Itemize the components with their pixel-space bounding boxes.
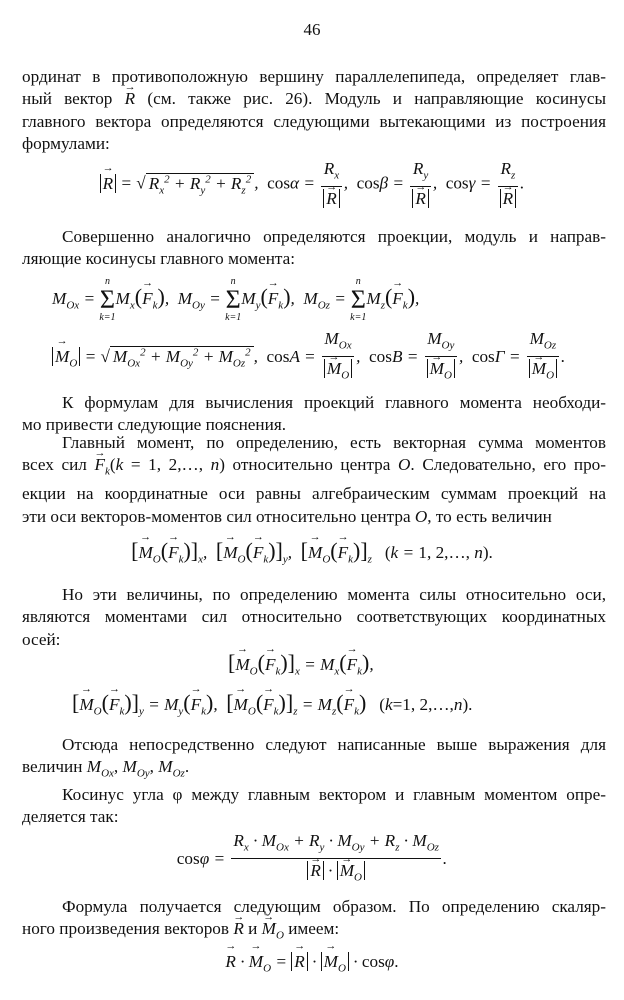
formula-scalar-product: → R · → $M_O$ = → R · → $M_O \cdot \cos\varphi$. xyxy=(0,952,624,974)
paragraph-1: ординат в противоположную вершину параллелепипеда, определяет глав- ный вектор → R (см. также рис. 26). Модуль и направляющие косинусы главного вектора определяются следующими вытекающими из построения формулами: xyxy=(22,66,606,156)
paragraph-6: Отсюда непосредственно следуют написанные выше выражения для величин $M_{Ox}$, $M_{Oy}$, $M_{Oz}$. xyxy=(22,735,606,780)
paragraph-3: К формулам для вычисления проекций главного момента необходи- мо привести следующие пояснения. xyxy=(22,393,606,435)
formula-axis-x: [→ $M_O(\to F_k)]_x = M_x(\to F_k)$, xyxy=(228,650,374,677)
paragraph-7: Косинус угла φ между главным вектором и главным моментом опре- деляется так: xyxy=(22,785,606,827)
paragraph-5: Но эти величины, по определению момента силы относительно оси, являются моментами сил относительно соответствующих координатных осей: xyxy=(22,585,606,649)
paragraph-4: Главный момент, по определению, есть векторная сумма моментов всех сил → $F_k(k = 1$, 2,…, n) относительно центра O. Следовательно, его про- екции на координатные оси равны алгебраическим суммам проекций на эти оси векторов-моментов сил относительно центра O, то есть величин xyxy=(22,432,606,528)
formula-main-moment-modulus: → $M_O$ = √ $M_{Ox}^2 + M_{Oy}^2 + M_{Oz}^2$ , cosA = $M_{Ox}$ → $M_O$ , cosB = $M_{Oy}$ → $M_O$ , cosΓ = $M_{Oz}$ → $M_O$ . xyxy=(52,328,565,388)
paragraph-8: Формула получается следующим образом. По определению скаляр- ного произведения векторов → R $и \to M_O$ имеем: xyxy=(22,896,606,947)
paragraph-2: Совершенно аналогично определяются проекции, модуль и направ- ляющие косинусы главного момента: xyxy=(22,227,606,269)
page-number: 46 xyxy=(303,20,321,39)
formula-moment-projections: $M_{Ox}$ = n Σ k=1 $M_x(\to F_k)$, $M_{Oy}$ = n Σ k=1 $M_y(\to F_k)$, $M_{Oz}$ = n Σ k=1 $M_z(\to F_k)$, xyxy=(52,276,419,324)
formula-main-vector-modulus: → R = √ $R_x^2 + R_y^2 + R_z^2$ , cosα = $R_x$ → R , cosβ = $R_y$ → R , cosγ = $R_z$ → R . xyxy=(0,158,624,211)
formula-axes-y-z: [→ $M_O(\to F_k)]_y = M_y(\to F_k)$, [→ $M_O(\to F_k)]_z = M_z(\to F_k)$ (k=1, 2,…,n). xyxy=(72,690,472,717)
formula-cos-phi: cosφ = $R_x \cdot M_{Ox} + R_y \cdot M_{Oy} + R_z \cdot M_{Oz}$ → R · → $M_O$ . xyxy=(0,830,624,890)
formula-moment-components: [→ $M_O(\to F_k)]_x$, [→ $M_O(\to F_k)]_y$, [→ $M_O(\to F_k)]_z$ (k = 1, 2,…, n). xyxy=(0,538,624,565)
